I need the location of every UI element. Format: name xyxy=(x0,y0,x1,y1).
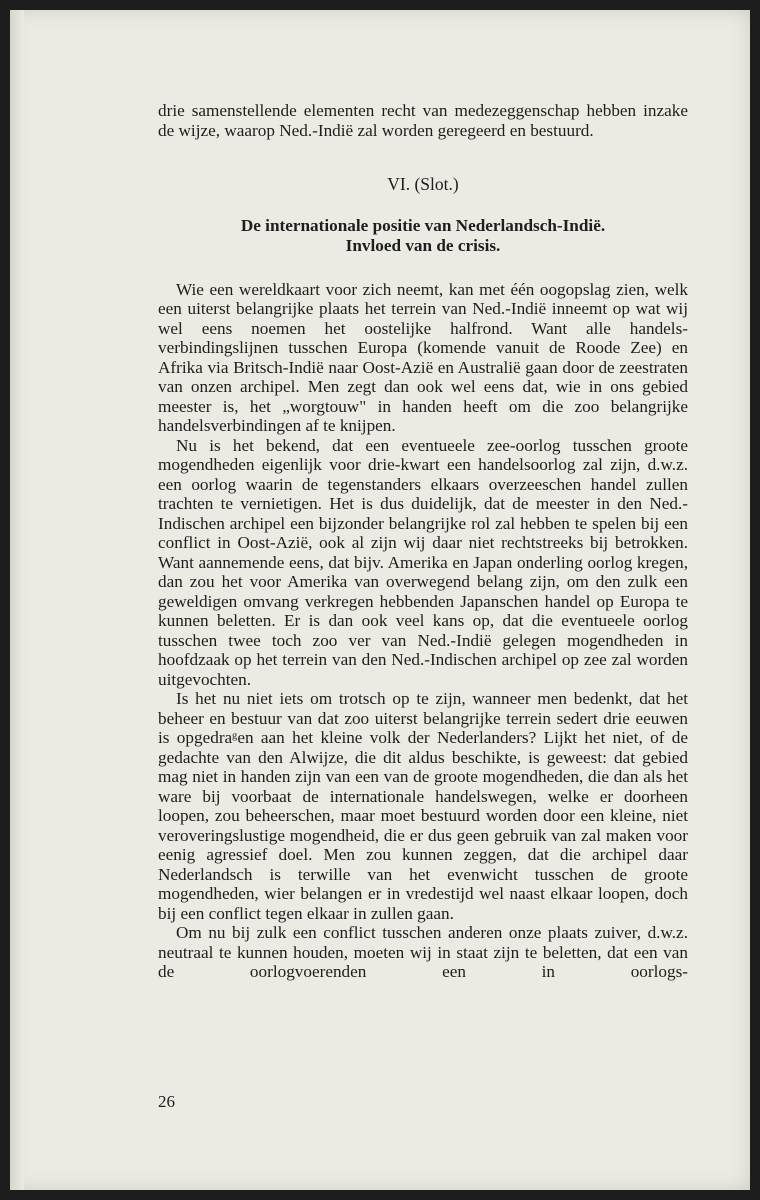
text-column xyxy=(158,101,688,982)
chapter-heading-line-2: Invloed van de crisis. xyxy=(345,235,501,255)
body-paragraph-2: Nu is het bekend, dat een eventueele zee-oorlog tusschen groote mogendheden eigenlijk voor drie-kwart een handelsoorlog zal zijn, d.w.z. een oorlog waarin de tegenstanders elkaars overzeeschen handel zullen trachten te vernietigen. Het is dus duidelijk, dat de meester in den Ned.-Indischen archipel een bijzonder belangrijke rol zal hebben te spelen bij een conflict in Oost-Azië, ook al zijn wij daar niet rechtstreeks bij betrokken. Want aannemende eens, dat bijv. Amerika en Japan onderling oorlog kregen, dan zou het voor Amerika van overwegend belang zijn, om den zulk een geweldigen omvang verkregen hebbenden Japanschen handel op Europa te kunnen beletten. Er is dan ook veel kans op, dat die eventueele oorlog tusschen twee toch zoo ver van Ned.-Indië gelegen mogendheden in hoofdzaak op het terrein van den Ned.-Indischen archipel op zee zal worden uitgevochten. xyxy=(158,435,688,689)
chapter-heading-line-1: De internationale positie van Nederlandsch-Indië. xyxy=(240,215,606,235)
book-page xyxy=(10,10,750,1190)
section-title: VI. (Slot.) xyxy=(387,174,459,194)
page-edge-shadow xyxy=(10,10,24,1190)
intro-paragraph: drie samenstellende elementen recht van medezeggenschap hebben inzake de wijze, waarop Ned.-Indië zal worden geregeerd en bestuurd. xyxy=(158,101,688,140)
body-paragraph-4: Om nu bij zulk een conflict tusschen anderen onze plaats zuiver, d.w.z. neutraal te kunnen houden, moeten wij in staat zijn te beletten, dat een van de oorlogvoerenden een in oorlogs- xyxy=(158,923,688,981)
body-paragraph-3: Is het nu niet iets om trotsch op te zijn, wanneer men bedenkt, dat het beheer en bestuur van dat zoo uiterst belangrijke terrein sedert drie eeuwen is opgedraᵍen aan het kleine volk der Nederlanders? Lijkt het niet, of de gedachte van den Alwijze, die dit aldus beschikte, is geweest: dat gebied mag niet in handen zijn van een van de groote mogendheden, die dan als het ware bij voorbaat de internationale handelswegen, welke er doorheen loopen, zou beheerschen, maar moet bestuurd worden door een kleine, niet veroveringslustige mogendheid, die er dus geen gebruik van zal maken voor eenig agressief doel. Men zou kunnen zeggen, dat die archipel daar Nederlandsch is terwille van het evenwicht tusschen de groote mogendheden, wier belangen er in vredestijd wel naast elkaar loopen, doch bij een conflict tegen elkaar in zullen gaan. xyxy=(158,689,688,923)
body-paragraph-1: Wie een wereldkaart voor zich neemt, kan met één oogopslag zien, welk een uiterst belangrijke plaats het terrein van Ned.-Indië inneemt op wat wij wel eens noemen het oostelijke halfrond. Want alle handels-verbindingslijnen tusschen Europa (komende vanuit de Roode Zee) en Afrika via Britsch-Indië naar Oost-Azië en Australië gaan door de zeestraten van onzen archipel. Men zegt dan ook wel eens dat, wie in ons gebied meester is, het „worgtouw" in handen heeft om die zoo belangrijke handelsverbindingen af te knijpen. xyxy=(158,279,688,435)
page-number: 26 xyxy=(158,1092,175,1111)
